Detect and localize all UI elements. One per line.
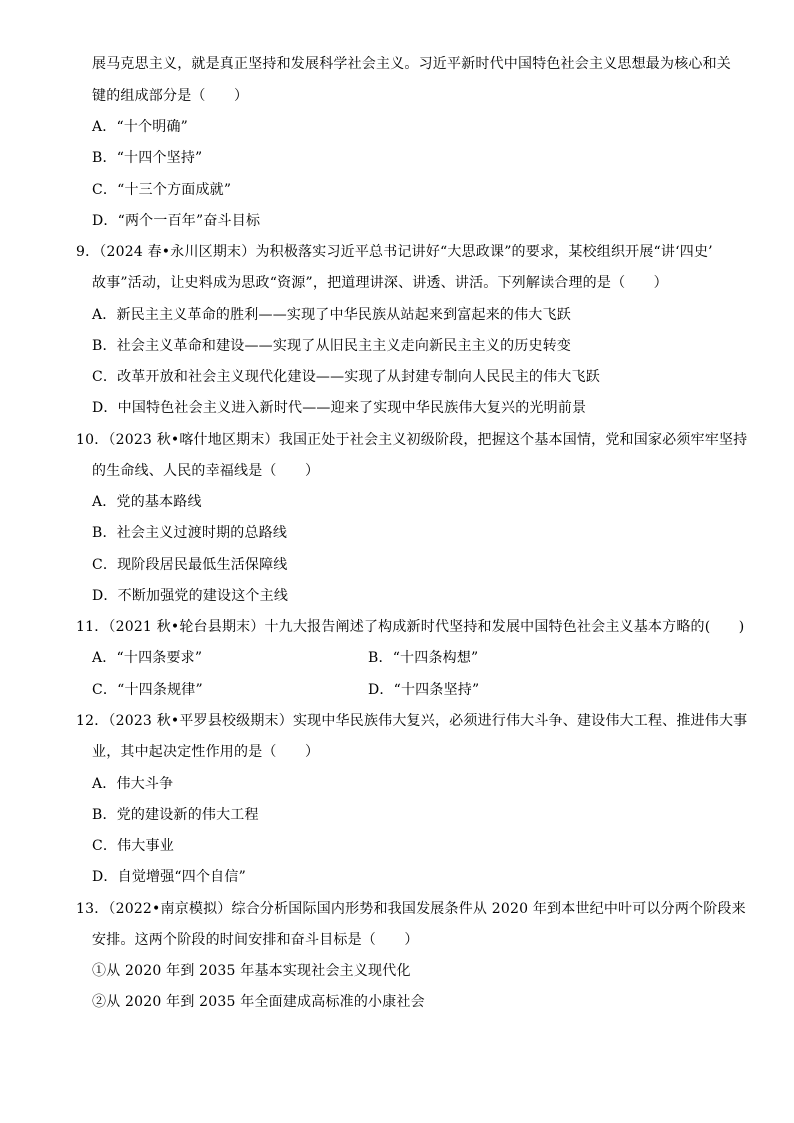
- q9-option-d: D．中国特色社会主义进入新时代——迎来了实现中华民族伟大复兴的光明前景: [92, 400, 587, 416]
- q10-option-c: C．现阶段居民最低生活保障线: [92, 557, 288, 573]
- q8-stem-line1: 展马克思主义，就是真正坚持和发展科学社会主义。习近平新时代中国特色社会主义思想最为核心和关: [92, 56, 731, 72]
- q8-option-b: B．“十四个坚持”: [92, 150, 203, 166]
- q12-option-a: A．伟大斗争: [92, 776, 174, 792]
- q13-item-2-text: 从 2020 年到 2035 年全面建成高标准的小康社会: [106, 994, 425, 1010]
- q13-item-1-text: 从 2020 年到 2035 年基本实现社会主义现代化: [106, 963, 411, 979]
- q8-option-d: D．“两个一百年”奋斗目标: [92, 213, 261, 229]
- q13-item-2-marker: ②: [92, 994, 107, 1010]
- q9-option-b: B．社会主义革命和建设——实现了从旧民主主义走向新民主主义的历史转变: [92, 338, 572, 354]
- q10-option-a: A．党的基本路线: [92, 494, 202, 510]
- q11-option-c: C．“十四条规律”: [92, 682, 203, 698]
- q13-item-1: [92, 961, 411, 981]
- q10-stem-line1: 10．（2023 秋•喀什地区期末）我国正处于社会主义初级阶段，把握这个基本国情，党和国家必须牢牢坚持: [76, 432, 748, 448]
- q12-option-b: B．党的建设新的伟大工程: [92, 807, 259, 823]
- q11-option-a: A．“十四条要求”: [92, 650, 203, 666]
- q9-stem-line1: 9．（2024 春•永川区期末）为积极落实习近平总书记讲好“大思政课”的要求，某校组织开展“讲‘四史’: [76, 244, 713, 260]
- q11-option-b: B．“十四条构想”: [368, 650, 479, 666]
- q8-option-a: A．“十个明确”: [92, 119, 189, 135]
- q8-stem-line2: 键的组成部分是（ ）: [92, 88, 249, 104]
- q12-stem-line1: 12．（2023 秋•平罗县校级期末）实现中华民族伟大复兴，必须进行伟大斗争、建设伟大工程、推进伟大事: [76, 713, 748, 729]
- q13-item-1-marker: ①: [92, 963, 107, 979]
- q9-stem-line2: 故事”活动，让史料成为思政“资源”，把道理讲深、讲透、讲活。下列解读合理的是（ ）: [92, 275, 668, 291]
- q12-option-d: D．自觉增强“四个自信”: [92, 869, 246, 885]
- q9-option-a: A．新民主主义革命的胜利——实现了中华民族从站起来到富起来的伟大飞跃: [92, 307, 571, 323]
- q9-option-c: C．改革开放和社会主义现代化建设——实现了从封建专制向人民民主的伟大飞跃: [92, 369, 600, 385]
- q13-stem-line2: 安排。这两个阶段的时间安排和奋斗目标是（ ）: [92, 932, 419, 948]
- q8-option-c: C．“十三个方面成就”: [92, 182, 232, 198]
- q10-option-d: D．不断加强党的建设这个主线: [92, 588, 289, 604]
- q12-stem-line2: 业，其中起决定性作用的是（ ）: [92, 744, 320, 760]
- q11-stem-line1: 11．（2021 秋•轮台县期末）十九大报告阐述了构成新时代坚持和发展中国特色社会主义基本方略的( ): [76, 619, 745, 635]
- q13-item-2: [92, 992, 425, 1012]
- q10-stem-line2: 的生命线、人民的幸福线是（ ）: [92, 463, 320, 479]
- q13-stem-line1: 13．（2022•南京模拟）综合分析国际国内形势和我国发展条件从 2020 年到本世纪中叶可以分两个阶段来: [76, 901, 746, 917]
- q10-option-b: B．社会主义过渡时期的总路线: [92, 525, 288, 541]
- q11-option-d: D．“十四条坚持”: [368, 682, 480, 698]
- q12-option-c: C．伟大事业: [92, 838, 174, 854]
